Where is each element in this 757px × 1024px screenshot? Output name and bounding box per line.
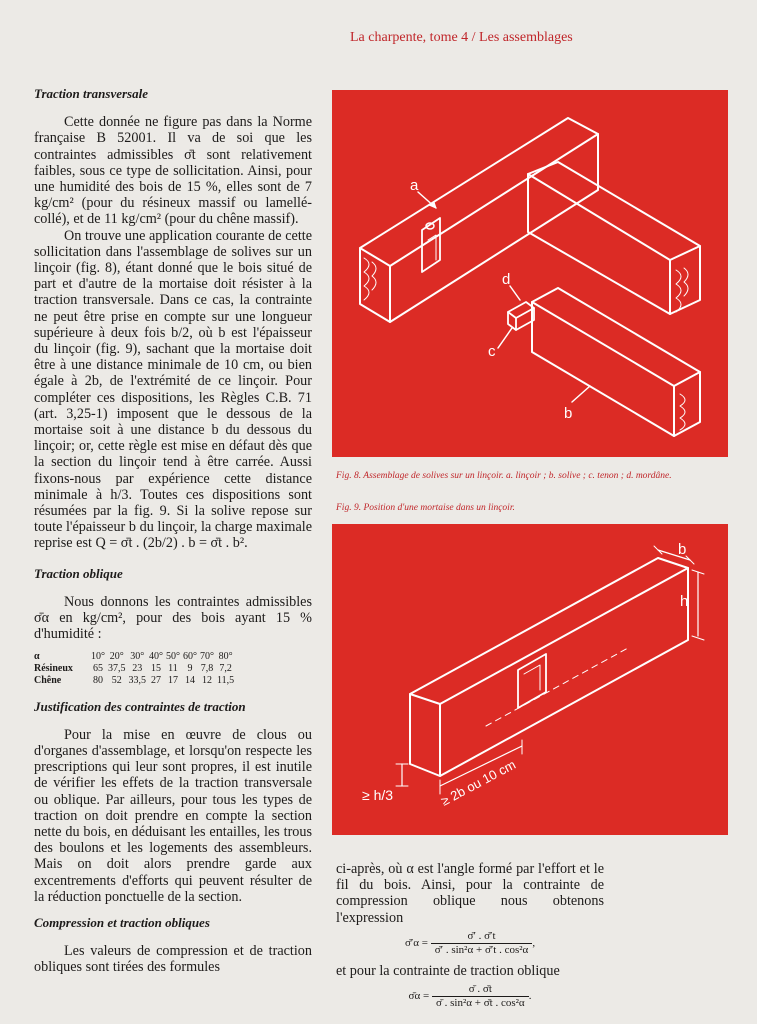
formula-traction-numerator: σ̄ . σ̄t bbox=[432, 983, 529, 997]
formula-traction bbox=[336, 983, 604, 1010]
paragraph-5: Les valeurs de compression et de traction obliques sont tirées des formules bbox=[34, 943, 312, 976]
table-cell: 12 bbox=[202, 674, 212, 686]
left-column bbox=[34, 86, 312, 976]
heading-traction-oblique: Traction oblique bbox=[34, 565, 123, 581]
fig8-label-a: a bbox=[410, 177, 419, 194]
table-cell: 60° bbox=[183, 650, 197, 662]
fig9-label-b: b bbox=[678, 541, 687, 558]
table-cell: 11 bbox=[168, 662, 178, 674]
fig8-label-d: d bbox=[502, 271, 511, 288]
table-cell: 37,5 bbox=[108, 662, 126, 674]
table-cell: 52 bbox=[111, 674, 122, 686]
formula-compression-tail: , bbox=[532, 936, 536, 949]
heading-justification: Justification des contraintes de traction bbox=[34, 698, 246, 714]
table-cell: 23 bbox=[132, 662, 143, 674]
table-cell: 10° bbox=[91, 650, 105, 662]
table-cell: 9 bbox=[187, 662, 193, 674]
paragraph-right-2: et pour la contrainte de traction oblique bbox=[336, 962, 560, 979]
table-cell: 11,5 bbox=[217, 674, 235, 686]
figure-8-drawing bbox=[332, 90, 728, 457]
formula-compression-denominator: σ̄′ . sin²α + σ̄′t . cos²α bbox=[434, 943, 529, 956]
right-column bbox=[336, 861, 604, 1016]
table-cell: 50° bbox=[166, 650, 180, 662]
fig9-label-2b: ≥ 2b ou 10 cm bbox=[438, 756, 519, 809]
table-row-label: Résineux bbox=[34, 662, 73, 674]
table-row bbox=[34, 675, 237, 687]
table-cell: 15 bbox=[151, 662, 161, 674]
paragraph-right-1: ci-après, où α est l'angle formé par l'effort et le fil du bois. Ainsi, pour la contrainte de compression oblique nous obtenons l'expression bbox=[336, 861, 604, 926]
table-row bbox=[34, 663, 237, 675]
table-cell: 20° bbox=[109, 650, 124, 662]
table-cell: 7,8 bbox=[200, 662, 214, 674]
paragraph-3: Nous donnons les contraintes admissibles σ̄α en kg/cm², pour des bois ayant 15 % d'humidité : bbox=[34, 593, 312, 643]
formula-traction-lhs: σ̄α = bbox=[408, 990, 430, 1003]
table-cell: 17 bbox=[168, 674, 178, 686]
table-cell: 40° bbox=[149, 650, 163, 662]
paragraph-1: Cette donnée ne figure pas dans la Norme française B 52001. Il va de soi que les contraintes admissibles σ̄t sont relativement faibles, sous ce type de sollicitation. Ainsi, pour une humidité des bois de 15 %, elles sont de 7 kg/cm² (pour du résineux massif ou lamellé-collé), et de 11 kg/cm² (pour du chêne massif). bbox=[34, 114, 312, 228]
formula-compression bbox=[336, 930, 604, 957]
heading-compression-traction: Compression et traction obliques bbox=[34, 914, 210, 930]
figure-9-caption: Fig. 9. Position d'une mortaise dans un linçoir. bbox=[336, 503, 515, 513]
heading-traction-transversale: Traction transversale bbox=[34, 86, 148, 101]
fig9-label-h: h bbox=[680, 593, 689, 610]
table-row bbox=[34, 651, 237, 663]
paragraph-2: On trouve une application courante de cette sollicitation dans l'assemblage de solives sur un linçoir (fig. 8), étant donné que le bois situé de part et d'autre de la mortaise doit résister à la traction transversale. Dans ce cas, la contrainte ne peut être prise en compte sur une longueur supérieure à deux fois b/2, où b est l'épaisseur du linçoir (fig. 9), sachant que la mortaise doit être à une distance minimale de 10 cm, ou bien égale à 2b, de l'extrémité de ce linçoir. Pour compléter ces dispositions, les Règles C.B. 71 (art. 3,25-1) imposent que le dessous de la mortaise soit à une distance b du dessous du linçoir; or, cette règle est mise en défaut dès que la section du linçoir tend à être carrée. Aussi fixons-nous par expérience cette distance minimale à h/3. Toutes ces dispositions sont résumées par la fig. 9. Si la solive repose sur toute l'épaisseur b du linçoir, la charge maximale reprise est Q = σ̄t . (2b/2) . b = σ̄t . b². bbox=[34, 227, 312, 552]
table-cell: 7,2 bbox=[219, 662, 232, 674]
figure-9 bbox=[332, 524, 728, 835]
table-cell: 80° bbox=[218, 650, 233, 662]
table-cell: 27 bbox=[151, 674, 161, 686]
figure-9-drawing bbox=[332, 524, 728, 835]
formula-compression-lhs: σ̄′α = bbox=[404, 936, 428, 949]
figure-8-caption: Fig. 8. Assemblage de solives sur un linçoir. a. linçoir ; b. solive ; c. tenon ; d. mordâne. bbox=[336, 471, 672, 481]
table-cell: 80 bbox=[93, 674, 103, 686]
running-header: La charpente, tome 4 / Les assemblages bbox=[350, 30, 573, 45]
table-cell: 70° bbox=[200, 650, 214, 662]
stress-table bbox=[34, 651, 237, 687]
table-row-label: Chêne bbox=[34, 674, 62, 686]
fig9-label-h3: ≥ h/3 bbox=[362, 787, 394, 803]
formula-traction-tail: . bbox=[528, 990, 532, 1003]
table-cell: 65 bbox=[93, 662, 103, 674]
fig8-label-c: c bbox=[488, 343, 496, 360]
figure-8 bbox=[332, 90, 728, 457]
table-cell: 30° bbox=[130, 650, 145, 662]
table-cell: 33,5 bbox=[128, 674, 146, 686]
paragraph-4: Pour la mise en œuvre de clous ou d'organes d'assemblage, et lorsqu'on respecte les prescriptions qui leur sont propres, il est inutile de vérifier les effets de la traction transversale ou oblique. Par ailleurs, pour tous les types de traction on doit prendre en compte la section nette du bois, en déduisant les entailles, les trous des boulons et les logements des assembleurs. Mais on doit alors prendre garde aux excentrements d'efforts qui peuvent résulter de la réduction ponctuelle de la section. bbox=[34, 726, 312, 905]
fig8-label-b: b bbox=[564, 405, 573, 422]
table-cell: 14 bbox=[185, 674, 195, 686]
table-row-label: α bbox=[34, 650, 40, 662]
formula-compression-numerator: σ̄′ . σ̄′t bbox=[431, 930, 533, 944]
formula-traction-denominator: σ̄ . sin²α + σ̄t . cos²α bbox=[435, 997, 525, 1010]
